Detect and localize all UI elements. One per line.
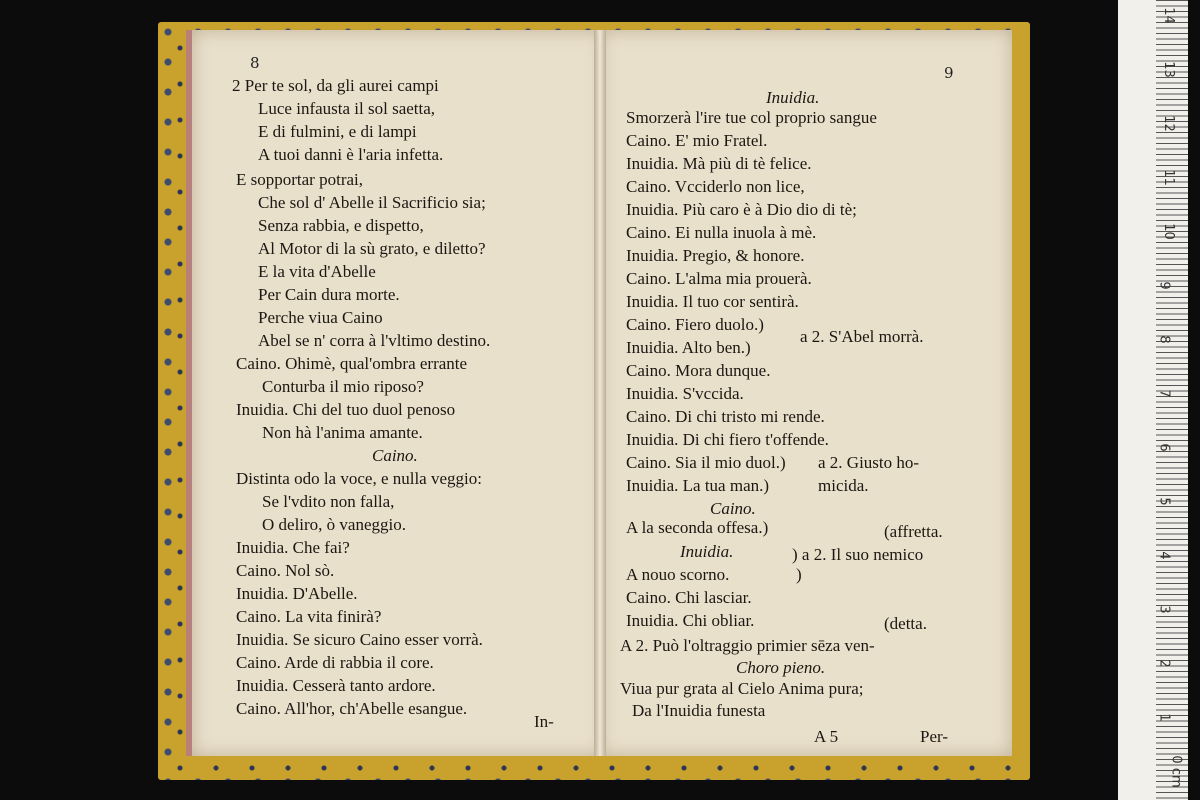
text-line: Inuidia. D'Abelle. xyxy=(236,584,358,603)
text-line: ) xyxy=(796,565,802,584)
ruler-label: 6 xyxy=(1156,443,1172,452)
text-line: In- xyxy=(534,712,554,731)
ruler-label: 10 xyxy=(1160,223,1176,240)
text-line: E sopportar potrai, xyxy=(236,170,363,189)
text-line: Distinta odo la voce, e nulla veggio: xyxy=(236,469,482,488)
text-line: Caino. Chi lasciar. xyxy=(626,588,752,607)
text-line: Caino. Sia il mio duol.) xyxy=(626,453,786,472)
text-line: Inuidia. Il tuo cor sentirà. xyxy=(626,292,799,311)
text-line: Caino. La vita finirà? xyxy=(236,607,382,626)
text-line: Al Motor di la sù grato, e diletto? xyxy=(258,239,486,258)
ruler-label: 3 xyxy=(1156,605,1172,614)
text-line: Caino. Vcciderlo non lice, xyxy=(626,177,805,196)
text-line: Inuidia. Se sicuro Caino esser vorrà. xyxy=(236,630,483,649)
text-line: Caino. Arde di rabbia il core. xyxy=(236,653,434,672)
text-line: Caino. xyxy=(372,446,418,465)
text-line: Inuidia. S'vccida. xyxy=(626,384,744,403)
text-line: O deliro, ò vaneggio. xyxy=(262,515,406,534)
text-line: Se l'vdito non falla, xyxy=(262,492,395,511)
text-line: Abel se n' corra à l'vltimo destino. xyxy=(258,331,491,350)
ruler-label: 13 xyxy=(1160,61,1176,78)
text-line: Caino. Ohimè, qual'ombra errante xyxy=(236,354,468,373)
text-line: A 5 xyxy=(814,727,839,746)
text-line: Caino. Di chi tristo mi rende. xyxy=(626,407,825,426)
ruler-edge xyxy=(1118,0,1156,800)
ruler-label: 2 xyxy=(1156,659,1172,668)
text-line: Non hà l'anima amante. xyxy=(262,423,423,442)
left-page-number: 8 xyxy=(250,54,260,72)
text-line: Inuidia. Più caro è à Dio dio di tè; xyxy=(626,200,857,219)
text-line: Caino. E' mio Fratel. xyxy=(626,131,768,150)
text-line: Per- xyxy=(920,727,948,746)
ruler-label: 14 xyxy=(1160,7,1176,24)
text-line: Caino. Fiero duolo.) xyxy=(626,315,764,334)
text-line: A 2. Può l'oltraggio primier sēza ven- xyxy=(620,636,875,655)
text-line: Caino. Nol sò. xyxy=(236,561,335,580)
ruler-label: 7 xyxy=(1156,389,1172,398)
ruler-label: 12 xyxy=(1160,115,1176,132)
text-line: Inuidia. Che fai? xyxy=(236,538,350,557)
text-line: Inuidia. Pregio, & honore. xyxy=(626,246,805,265)
text-line: A tuoi danni è l'aria infetta. xyxy=(258,145,444,164)
text-line: Inuidia. Di chi fiero t'offende. xyxy=(626,430,829,449)
text-line: E la vita d'Abelle xyxy=(258,262,376,281)
text-line: (detta. xyxy=(884,614,927,633)
text-line: a 2. S'Abel morrà. xyxy=(800,327,924,346)
text-line: Viua pur grata al Cielo Anima pura; xyxy=(620,679,864,698)
text-line: Caino. All'hor, ch'Abelle esangue. xyxy=(236,699,468,718)
text-line: Inuidia. xyxy=(766,88,820,107)
text-line: Senza rabbia, e dispetto, xyxy=(258,216,424,235)
text-line: a 2. Giusto ho- xyxy=(818,453,920,472)
text-line: micida. xyxy=(818,476,869,495)
text-line: Luce infausta il sol saetta, xyxy=(258,99,436,118)
text-line: Conturba il mio riposo? xyxy=(262,377,424,396)
text-line: 2 Per te sol, da gli aurei campi xyxy=(232,76,439,95)
text-line: Inuidia. La tua man.) xyxy=(626,476,770,495)
text-line: Caino. L'alma mia prouerà. xyxy=(626,269,812,288)
text-line: Inuidia. xyxy=(680,542,734,561)
text-line: Inuidia. Chi obliar. xyxy=(626,611,755,630)
right-page-number: 9 xyxy=(944,64,954,82)
ruler-label: 5 xyxy=(1156,497,1172,506)
text-line: Inuidia. Mà più di tè felice. xyxy=(626,154,812,173)
text-line: Caino. Ei nulla inuola à mè. xyxy=(626,223,817,242)
text-line: Che sol d' Abelle il Sacrificio sia; xyxy=(258,193,486,212)
ruler-label: 11 xyxy=(1160,169,1176,186)
text-line: Caino. Mora dunque. xyxy=(626,361,771,380)
text-line: Choro pieno. xyxy=(736,658,826,677)
text-line: Perche viua Caino xyxy=(258,308,383,327)
text-line: Da l'Inuidia funesta xyxy=(632,701,766,720)
text-line: (affretta. xyxy=(884,522,943,541)
text-line: Per Cain dura morte. xyxy=(258,285,400,304)
text-line: E di fulmini, e di lampi xyxy=(258,122,417,141)
text-line: Inuidia. Chi del tuo duol penoso xyxy=(236,400,456,419)
ruler-label: 8 xyxy=(1156,335,1172,344)
text-line: Inuidia. Alto ben.) xyxy=(626,338,751,357)
text-line: Caino. xyxy=(710,499,756,518)
text-line: A la seconda offesa.) xyxy=(626,518,769,537)
ruler-label: 0 cm xyxy=(1168,755,1184,788)
text-line: Smorzerà l'ire tue col proprio sangue xyxy=(626,108,877,127)
ruler-label: 1 xyxy=(1156,713,1172,722)
book-gutter xyxy=(594,30,606,756)
text-line: Inuidia. Cesserà tanto ardore. xyxy=(236,676,436,695)
text-line: ) a 2. Il suo nemico xyxy=(792,545,924,564)
ruler-label: 4 xyxy=(1156,551,1172,560)
text-line: A nouo scorno. xyxy=(626,565,730,584)
ruler-label: 9 xyxy=(1156,281,1172,290)
